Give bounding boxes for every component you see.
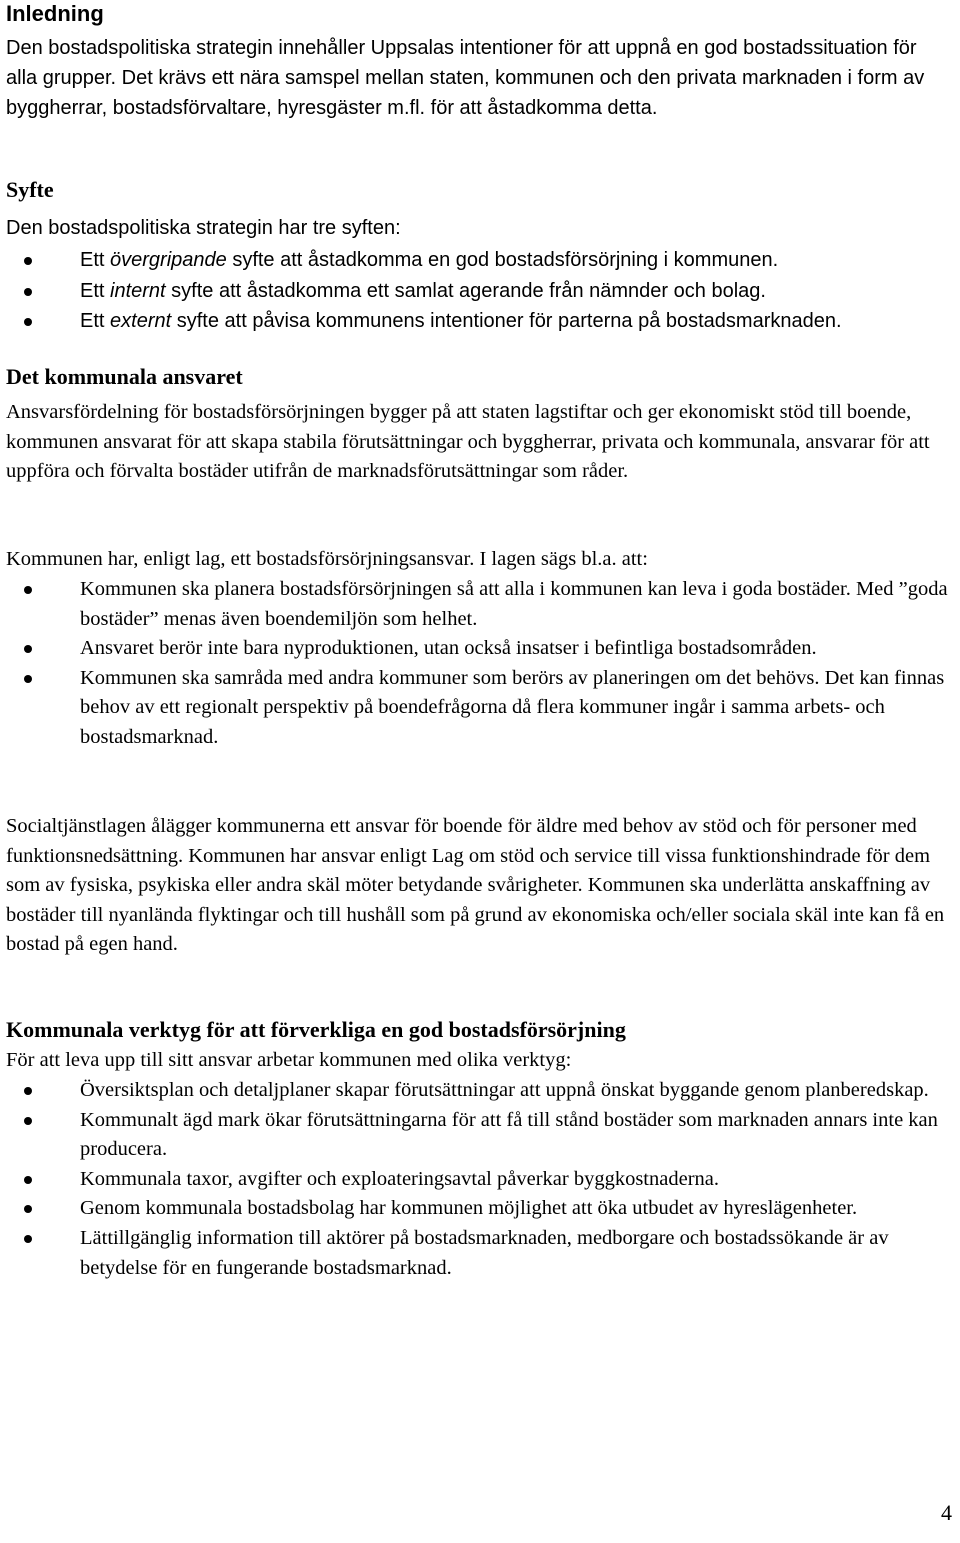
section-heading-syfte: Syfte [6, 177, 54, 202]
list-item: Ansvaret berör inte bara nyproduktionen, utan också insatser i befintliga bostadsområden. [6, 634, 956, 664]
section-heading-verktyg: Kommunala verktyg för att förverkliga en god bostadsförsörjning [6, 1017, 626, 1042]
bullet-icon [24, 1117, 32, 1125]
verktyg-list [6, 1076, 956, 1283]
list-item: Kommunala taxor, avgifter och exploateringsavtal påverkar byggkostnaderna. [6, 1165, 956, 1195]
list-item: Genom kommunala bostadsbolag har kommunen möjlighet att öka utbudet av hyreslägenheter. [6, 1194, 956, 1224]
list-item: Kommunalt ägd mark ökar förutsättningarna för att få till stånd bostäder som marknaden annars inte kan producera. [6, 1106, 956, 1165]
syfte-list [6, 246, 956, 338]
paragraph-ansvaret-2: Kommunen har, enligt lag, ett bostadsförsörjningsansvar. I lagen sägs bl.a. att: [6, 548, 648, 570]
page-number: 4 [941, 1500, 952, 1525]
paragraph-inledning: Den bostadspolitiska strategin innehåller Uppsalas intentioner för att uppnå en god bostadssituation för alla grupper. Det krävs ett nära samspel mellan staten, kommunen och den privata marknaden i form av byggherrar, bostadsförvaltare, hyresgäster m.fl. för att åstadkomma detta. [6, 37, 925, 119]
bullet-icon [24, 288, 32, 296]
bullet-icon [24, 586, 32, 594]
bullet-icon [24, 1176, 32, 1184]
bullet-icon [24, 1235, 32, 1243]
list-item: Kommunen ska planera bostadsförsörjningen så att alla i kommunen kan leva i goda bostäder. Med ”goda bostäder” menas även boendemiljön som helhet. [6, 575, 956, 634]
list-item: Ett externt syfte att påvisa kommunens intentioner för parterna på bostadsmarknaden. [6, 307, 956, 337]
paragraph-verktyg-intro: För att leva upp till sitt ansvar arbetar kommunen med olika verktyg: [6, 1049, 572, 1071]
list-item: Ett övergripande syfte att åstadkomma en god bostadsförsörjning i kommunen. [6, 246, 956, 276]
paragraph-ansvaret-3: Socialtjänstlagen ålägger kommunerna ett ansvar för boende för äldre med behov av stöd och för personer med funktionsnedsättning. Kommunen har ansvar enligt Lag om stöd och service till vissa funktionshindrade för dem som av fysiska, psykiska eller andra skäl möter betydande svårigheter. Kommunen ska underlätta anskaffning av bostäder till nyanlända flyktingar och till hushåll som på grund av ekonomiska och/eller sociala skäl inte kan få en bostad på egen hand. [6, 815, 945, 956]
bullet-icon [24, 645, 32, 653]
bullet-icon [24, 675, 32, 683]
section-heading-inledning: Inledning [6, 1, 104, 26]
list-item: Ett internt syfte att åstadkomma ett samlat agerande från nämnder och bolag. [6, 277, 956, 307]
paragraph-syfte-intro: Den bostadspolitiska strategin har tre syften: [6, 217, 401, 239]
bullet-icon [24, 1087, 32, 1095]
list-item: Översiktsplan och detaljplaner skapar förutsättningar att uppnå önskat byggande genom planberedskap. [6, 1076, 956, 1106]
bullet-icon [24, 318, 32, 326]
list-item: Lättillgänglig information till aktörer på bostadsmarknaden, medborgare och bostadssökande är av betydelse för en fungerande bostadsmarknad. [6, 1224, 956, 1283]
bullet-icon [24, 1205, 32, 1213]
section-heading-ansvaret: Det kommunala ansvaret [6, 364, 243, 389]
paragraph-ansvaret-1: Ansvarsfördelning för bostadsförsörjningen bygger på att staten lagstiftar och ger ekonomiskt stöd till boende, kommunen ansvarat för att skapa stabila förutsättningar och byggherrar, privata och kommunala, ansvarar för att uppföra och förvalta bostäder utifrån de marknadsförutsättningar som råder. [6, 401, 930, 483]
list-item: Kommunen ska samråda med andra kommuner som berörs av planeringen om det behövs. Det kan finnas behov av ett regionalt perspektiv på boendefrågorna då flera kommuner ingår i samma arbets- och bostadsmarknad. [6, 664, 956, 753]
ansvaret-list [6, 575, 956, 753]
bullet-icon [24, 257, 32, 265]
